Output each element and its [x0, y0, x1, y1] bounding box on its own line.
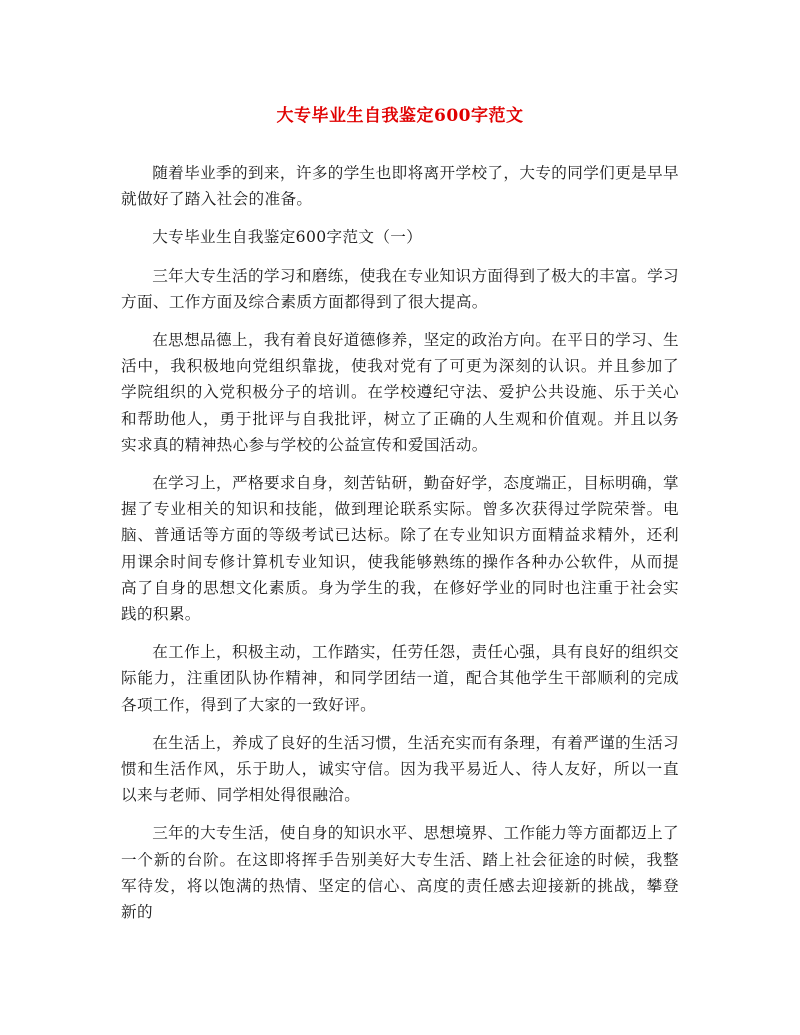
- section-heading: 大专毕业生自我鉴定600字范文（一）: [152, 228, 423, 247]
- document-title: 大专毕业生自我鉴定600字范文: [276, 106, 524, 126]
- document-body: [121, 160, 679, 937]
- paragraph-ideology: 在思想品德上，我有着良好道德修养，坚定的政治方向。在平日的学习、生活中，我积极地向党组织靠拢，使我对党有了可更为深刻的认识。并且参加了学院组织的入党积极分子的培训。在学校遵纪守法、爱护公共设施、乐于关心和帮助他人，勇于批评与自我批评，树立了正确的人生观和价值观。并且以务实求真的精神热心参与学校的公益宣传和爱国活动。: [121, 331, 679, 454]
- paragraph-overview: 三年大专生活的学习和磨练，使我在专业知识方面得到了极大的丰富。学习方面、工作方面及综合素质方面都得到了很大提高。: [121, 266, 679, 311]
- paragraph-study: 在学习上，严格要求自身，刻苦钻研，勤奋好学，态度端正，目标明确，掌握了专业相关的知识和技能，做到理论联系实际。曾多次获得过学院荣誉。电脑、普通话等方面的等级考试已达标。除了在专业知识方面精益求精外，还利用课余时间专修计算机专业知识，使我能够熟练的操作各种办公软件，从而提高了自身的思想文化素质。身为学生的我，在修好学业的同时也注重于社会实践的积累。: [121, 474, 679, 624]
- paragraph-intro: 随着毕业季的到来，许多的学生也即将离开学校了，大专的同学们更是早早就做好了踏入社会的准备。: [121, 164, 679, 209]
- paragraph-conclusion: 三年的大专生活，使自身的知识水平、思想境界、工作能力等方面都迈上了一个新的台阶。在这即将挥手告别美好大专生活、踏上社会征途的时候，我整军待发，将以饱满的热情、坚定的信心、高度的责任感去迎接新的挑战，攀登新的: [121, 824, 679, 922]
- paragraph-work: 在工作上，积极主动，工作踏实，任劳任怨，责任心强，具有良好的组织交际能力，注重团队协作精神，和同学团结一道，配合其他学生干部顺利的完成各项工作，得到了大家的一致好评。: [121, 643, 679, 714]
- paragraph-life: 在生活上，养成了良好的生活习惯，生活充实而有条理，有着严谨的生活习惯和生活作风，乐于助人，诚实守信。因为我平易近人、待人友好，所以一直以来与老师、同学相处得很融洽。: [121, 733, 679, 805]
